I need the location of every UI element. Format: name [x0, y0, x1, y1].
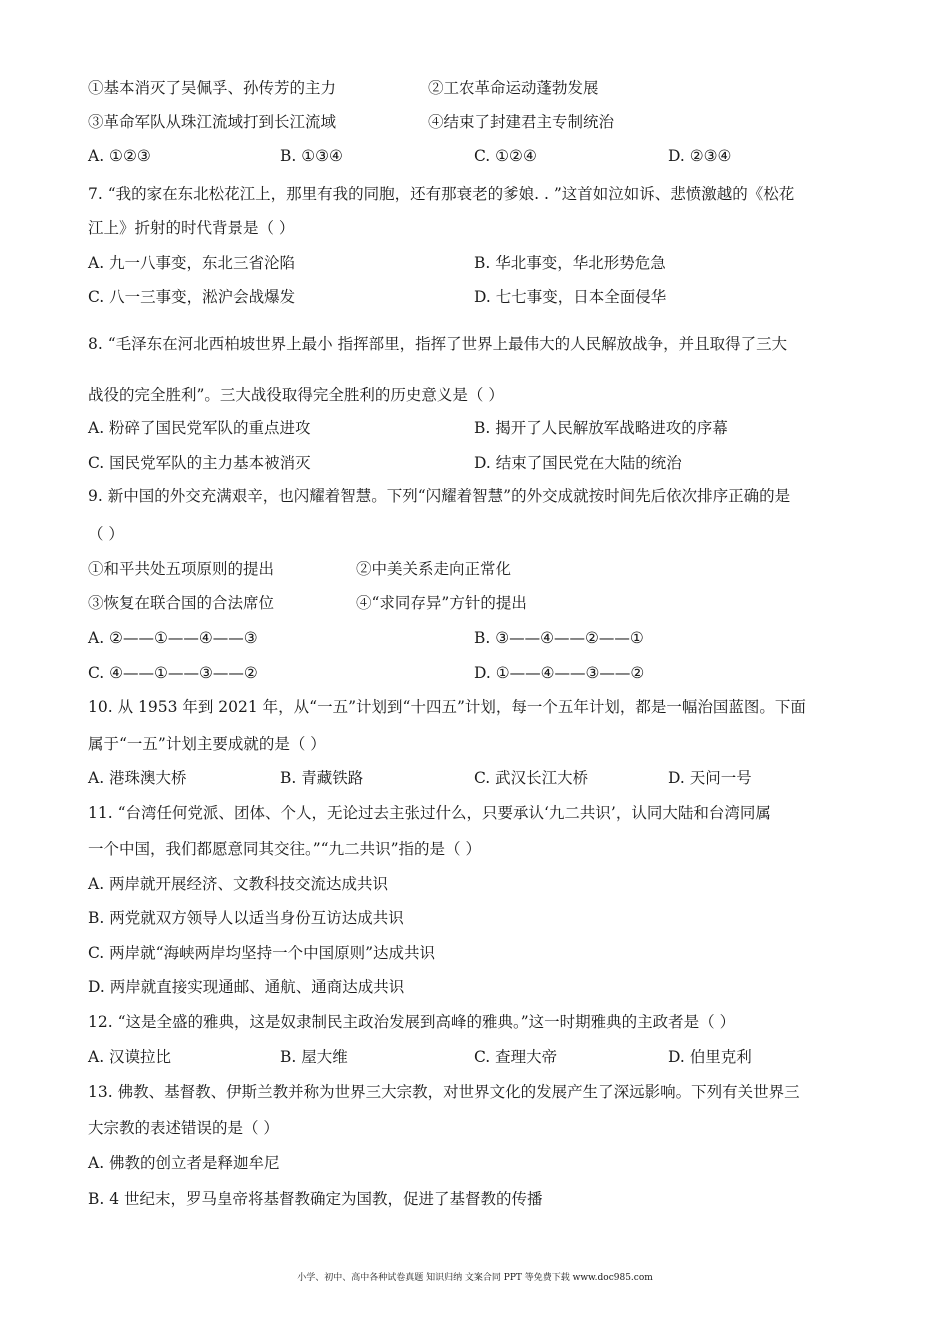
option-b: B. 青藏铁路	[280, 769, 364, 787]
option-a: A. 港珠澳大桥	[88, 769, 187, 787]
option-c: C. ④——①——③——②	[88, 664, 258, 682]
question-8-stem: 8. “毛泽东在河北西柏坡世界上最小 指挥部里，指挥了世界上最伟大的人民解放战争，并且取得了三大	[88, 335, 788, 353]
question-7-stem-cont: 江上》折射的时代背景是（ ）	[88, 219, 295, 237]
option-b: B. 两党就双方领导人以适当身份互访达成共识	[88, 909, 404, 927]
question-11-stem-cont: 一个中国，我们都愿意同其交往。”“九二共识”指的是（ ）	[88, 840, 481, 858]
statement-4: ④“求同存异”方针的提出	[356, 594, 527, 612]
option-d: D. ①——④——③——②	[474, 664, 645, 682]
question-7-stem: 7. “我的家在东北松花江上，那里有我的同胞，还有那衰老的爹娘. . ”这首如泣如诉、悲愤激越的《松花	[88, 185, 795, 203]
option-a: A. 粉碎了国民党军队的重点进攻	[88, 419, 311, 437]
statement-1: ①基本消灭了吴佩孚、孙传芳的主力	[88, 79, 337, 97]
option-b: B. ③——④——②——①	[474, 629, 644, 647]
option-d: D. ②③④	[668, 147, 732, 165]
option-c: C. 国民党军队的主力基本被消灭	[88, 454, 311, 472]
page-footer: 小学、初中、高中各种试卷真题 知识归纳 文案合同 PPT 等免费下载 www.doc985.com	[297, 1273, 653, 1283]
question-9-stem-cont: （ ）	[88, 525, 124, 543]
question-9-stem: 9. 新中国的外交充满艰辛，也闪耀着智慧。下列“闪耀着智慧”的外交成就按时间先后依次排序正确的是	[88, 487, 791, 505]
option-b: B. 屋大维	[280, 1048, 348, 1066]
option-c: C. 两岸就“海峡两岸均坚持一个中国原则”达成共识	[88, 944, 436, 962]
statement-2: ②工农革命运动蓬勃发展	[428, 79, 599, 97]
option-c: C. ①②④	[474, 147, 537, 165]
statement-4: ④结束了封建君主专制统治	[428, 113, 615, 131]
statement-3: ③恢复在联合国的合法席位	[88, 594, 275, 612]
question-12-stem: 12. “这是全盛的雅典，这是奴隶制民主政治发展到高峰的雅典。”这一时期雅典的主政者是（ ）	[88, 1013, 736, 1031]
question-8-stem-cont: 战役的完全胜利”。三大战役取得完全胜利的历史意义是（ ）	[88, 386, 504, 404]
option-a: A. ②——①——④——③	[88, 629, 258, 647]
question-11-stem: 11. “台湾任何党派、团体、个人，无论过去主张过什么，只要承认‘九二共识’，认同大陆和台湾同属	[88, 804, 771, 822]
statement-3: ③革命军队从珠江流域打到长江流域	[88, 113, 337, 131]
statement-1: ①和平共处五项原则的提出	[88, 560, 275, 578]
question-13-stem-cont: 大宗教的表述错误的是（ ）	[88, 1119, 279, 1137]
option-b: B. 揭开了人民解放军战略进攻的序幕	[474, 419, 728, 437]
option-a: A. 两岸就开展经济、文教科技交流达成共识	[88, 875, 389, 893]
question-10-stem: 10. 从 1953 年到 2021 年，从“一五”计划到“十四五”计划，每一个五年计划，都是一幅治国蓝图。下面	[88, 698, 806, 716]
option-c: C. 八一三事变，淞沪会战爆发	[88, 288, 296, 306]
option-a: A. 汉谟拉比	[88, 1048, 172, 1066]
statement-2: ②中美关系走向正常化	[356, 560, 512, 578]
question-10-stem-cont: 属于“一五”计划主要成就的是（ ）	[88, 735, 326, 753]
option-a: A. 九一八事变，东北三省沦陷	[88, 254, 296, 272]
option-b: B. 4 世纪末，罗马皇帝将基督教确定为国教，促进了基督教的传播	[88, 1190, 543, 1208]
option-d: D. 七七事变，日本全面侵华	[474, 288, 667, 306]
option-d: D. 伯里克利	[668, 1048, 752, 1066]
option-b: B. ①③④	[280, 147, 343, 165]
option-a: A. 佛教的创立者是释迦牟尼	[88, 1154, 280, 1172]
option-d: D. 两岸就直接实现通邮、通航、通商达成共识	[88, 978, 405, 996]
question-13-stem: 13. 佛教、基督教、伊斯兰教并称为世界三大宗教，对世界文化的发展产生了深远影响。下列有关世界三	[88, 1083, 800, 1101]
option-a: A. ①②③	[88, 147, 151, 165]
option-c: C. 查理大帝	[474, 1048, 558, 1066]
option-b: B. 华北事变，华北形势危急	[474, 254, 666, 272]
option-d: D. 天问一号	[668, 769, 752, 787]
option-d: D. 结束了国民党在大陆的统治	[474, 454, 682, 472]
option-c: C. 武汉长江大桥	[474, 769, 589, 787]
